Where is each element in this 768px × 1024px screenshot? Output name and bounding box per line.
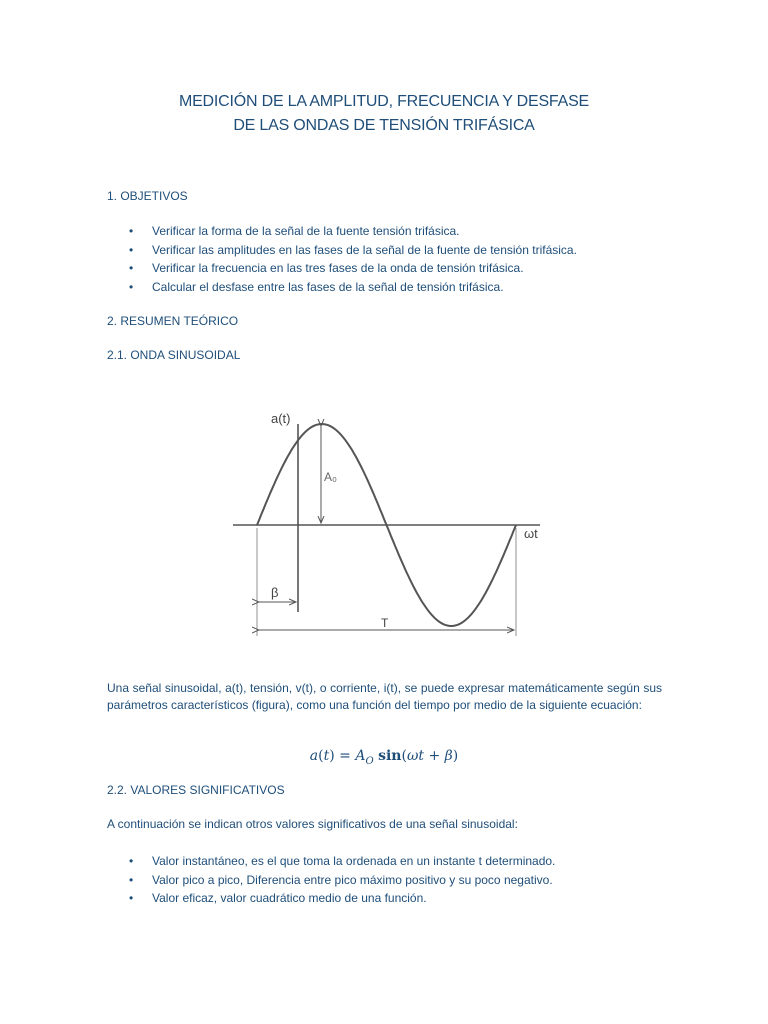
section-sine-wave-heading: 2.1. ONDA SINUSOIDAL [107,348,241,362]
list-item: • Verificar las amplitudes en las fases de la señal de la fuente de tensión trifásica. [107,241,577,260]
list-item: • Calcular el desfase entre las fases de la señal de tensión trifásica. [107,278,577,297]
list-item: • Verificar la forma de la señal de la fuente tensión trifásica. [107,222,577,241]
document-title-line-1: MEDICIÓN DE LA AMPLITUD, FRECUENCIA Y DESFASE [178,93,590,110]
label-omega-t: ωt [524,526,538,541]
label-beta: β [271,585,279,600]
section-significant-values-heading: 2.2. VALORES SIGNIFICATIVOS [107,783,285,797]
document-title-line-2: DE LAS ONDAS DE TENSIÓN TRIFÁSICA [233,117,535,134]
significant-values-list [107,852,555,908]
list-item: • Valor instantáneo, es el que toma la ordenada en un instante t determinado. [107,852,555,871]
section-objectives-heading: 1. OBJETIVOS [107,189,188,203]
list-item: • Valor pico a pico, Diferencia entre pico máximo positivo y su poco negativo. [107,871,555,890]
list-item: • Verificar la frecuencia en las tres fases de la onda de tensión trifásica. [107,259,577,278]
significant-values-intro: A continuación se indican otros valores significativos de una señal sinusoidal: [107,817,518,831]
label-a-t: a(t) [271,411,291,426]
label-period: T [381,616,389,630]
sine-description-paragraph: Una señal sinusoidal, a(t), tensión, v(t), o corriente, i(t), se puede expresar matemáticamente según sus parámetros característicos (figura), como una función del tiempo por medio de la siguiente ecuación: [107,681,662,712]
sine-equation: $a(t) = A_O$ sin(ωt + β) [309,748,459,767]
list-item: • Valor eficaz, valor cuadrático medio de una función. [107,889,555,908]
label-amplitude: A₀ [324,470,337,484]
section-summary-heading: 2. RESUMEN TEÓRICO [107,314,239,328]
